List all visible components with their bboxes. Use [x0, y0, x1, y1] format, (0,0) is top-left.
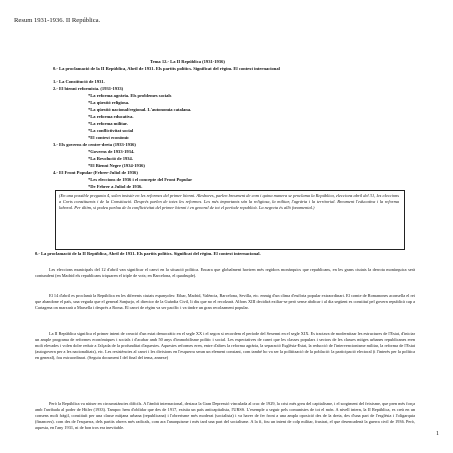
outline-item: 3.- Els governs de centre-dreta (1933-1936)	[53, 142, 136, 147]
outline-item: *La Revolució de 1934.	[88, 156, 133, 161]
section-heading: 0.- La proclamació de la II República, Abril de 1931. Els partits polítics. Significat del règim. El context internacional.	[35, 251, 261, 256]
outline-item: *El context econòmic	[88, 135, 130, 140]
outline-item: 4.- El Front Popular (Febrer-Juliol de 1936)	[53, 170, 138, 175]
outline-item: *El Bienni Negre (1934-1936)	[88, 163, 145, 168]
outline-item: *Les eleccions de 1936 i el concepte del Front Popular	[88, 177, 193, 182]
note-box	[55, 190, 405, 250]
outline-item: *De Febrer a Juliol de 1936.	[88, 184, 143, 189]
page-header: Resum 1931-1936. II República.	[14, 17, 101, 24]
page-number: 1	[436, 431, 439, 437]
outline-item: *La reforma militar.	[88, 121, 128, 126]
paragraph: El 14 d'abril es proclamà la República en les diferents ciutats espanyoles: Eibar, Madrid, València, Barcelona, Sevilla, etc. enmig d'un clima d'eufòria popular extraordinari. El comte de Romanones aconsella el rei que abandone el país, una veguda que el general Sanjurjo, el director de la Guàrdia Civil, li diu que no el recolzarà. Alfons XIII decidirà exiliar-se però sense abdicar i al dia següent es constituï pel govern republicà cap a Cartagena on marxarà a Marsella i després a Roma. El canvi de règim va ser pacífic i va tindre un gran recolzament popular.	[35, 293, 415, 311]
outline-item: *La reforma agrària. Els problemes socials	[88, 93, 172, 98]
outline-item: 1.- La Constitució de 1931.	[53, 79, 105, 84]
outline-item: *La qüestió nacional/regional. L'autonomia catalana.	[88, 107, 192, 112]
outline-item: *La reforma educativa.	[88, 114, 134, 119]
outline-item: 2.- El bienni reformista. (1931-1933)	[53, 86, 124, 91]
outline-item: *La conflictivitat social	[88, 128, 134, 133]
outline-item: 0.- La proclamació de la II República, Abril de 1931. Els partits polítics. Significat del règim. El context internacional	[53, 66, 280, 71]
outline-title: Tema 12.- La II República (1931-1936)	[150, 59, 225, 64]
outline-item: *La qüestió religiosa.	[88, 100, 130, 105]
outline-item: *Governs de 1933-1934.	[88, 149, 135, 154]
paragraph: Les eleccions municipals del 12 d'abril van significar el canvi en la situació política. Encara que globalment haviren més regidors monàrquics que republicans, en les grans ciutats la derrota monàrquica serà contundent (en Madrid els republicans triquaren el triple de vots; en Barcelona, el quadruple).	[35, 267, 415, 279]
paragraph: La II República significa el primer intent de creació d'un estat democràtic en el segle XX i el segon si recordem el període del Sexenni en el segle XIX. Es tractava de modernitzar les estructures de l'Estat, d'iniciar un ample programa de reformes econòmiques i socials i d'acabar amb 50 anys d'immobilisme polític i social. Les expectatives de canvi que les classes populars i sectors de les classes mitges urbanes republicanes eren molt elevades i volen dolre reduir a l'alçada de la profunditat d'aquestes. Aquestes reformes eren, entre d'altres la reforma agrària, la separació Església-Estat, la reducció de l'intervencionisme militar, la reforma de l'Estat (autogovern per a les nacionalitats), etc. Les resistències al canvi i les divisions en l'esquerra seran un element constant, com també ho va ser la polítització de la població: la participació electoral (i l'interès per la política en general), fou extraordinari. (Seguiu document I del final del tema, annexe)	[35, 331, 415, 361]
paragraph: Però la República va nàixer en circumstàncies difícils. A l'àmbit internacional, destaca la Gran Depressió vinculada al crac de 1929, la crisi més greu del capitalisme, i el sorgiment del feixisme, que pren més força amb l'arribada al poder de Hitler (1933). Tampoc hem d'oblidar que des de 1917, existia un país anticapitalista, l'URSS. L'exemple a seguir pels comunistes de tot el món. A nivell intern, la II República, es creà en un consens molt fràgil, constituït per una classe mitjana urbana (republicana) i l'obrerisme més moderat (socialista) i va haver de fer front a una ampla oposició des de la dreta, des d'una part de l'església i l'oligarquia (financers). com des de l'esquerra, dels partits obrers més radicals, com ara l'anarquisme i més tard una part del socialisme. A la fi, fou un intent de colp militar, frustrat, el que desencadenà la guerra civil de 1936. Però, aquesta, en l'any 1931, ni de bon tros era inevitable.	[35, 401, 415, 431]
note-text: (En una possible pregunta 4, solen insistir en les reformes del primer bienni. Aleshores, parlen breument de com i quina manera se proclama la República, eleccions abril del 31, les eleccions a Corts constituents i de la Constitució. Després parlen de totes les reformes. Les més importants són la religiosa, la militar, l'agrària i la territorial. Breument l'educativa i la reforma laboral. Per últim, si podeu parlau de la conflictivitat del primer bienni i en general de tot el període republicà. La negreta és allò fonamental.)	[59, 193, 399, 211]
